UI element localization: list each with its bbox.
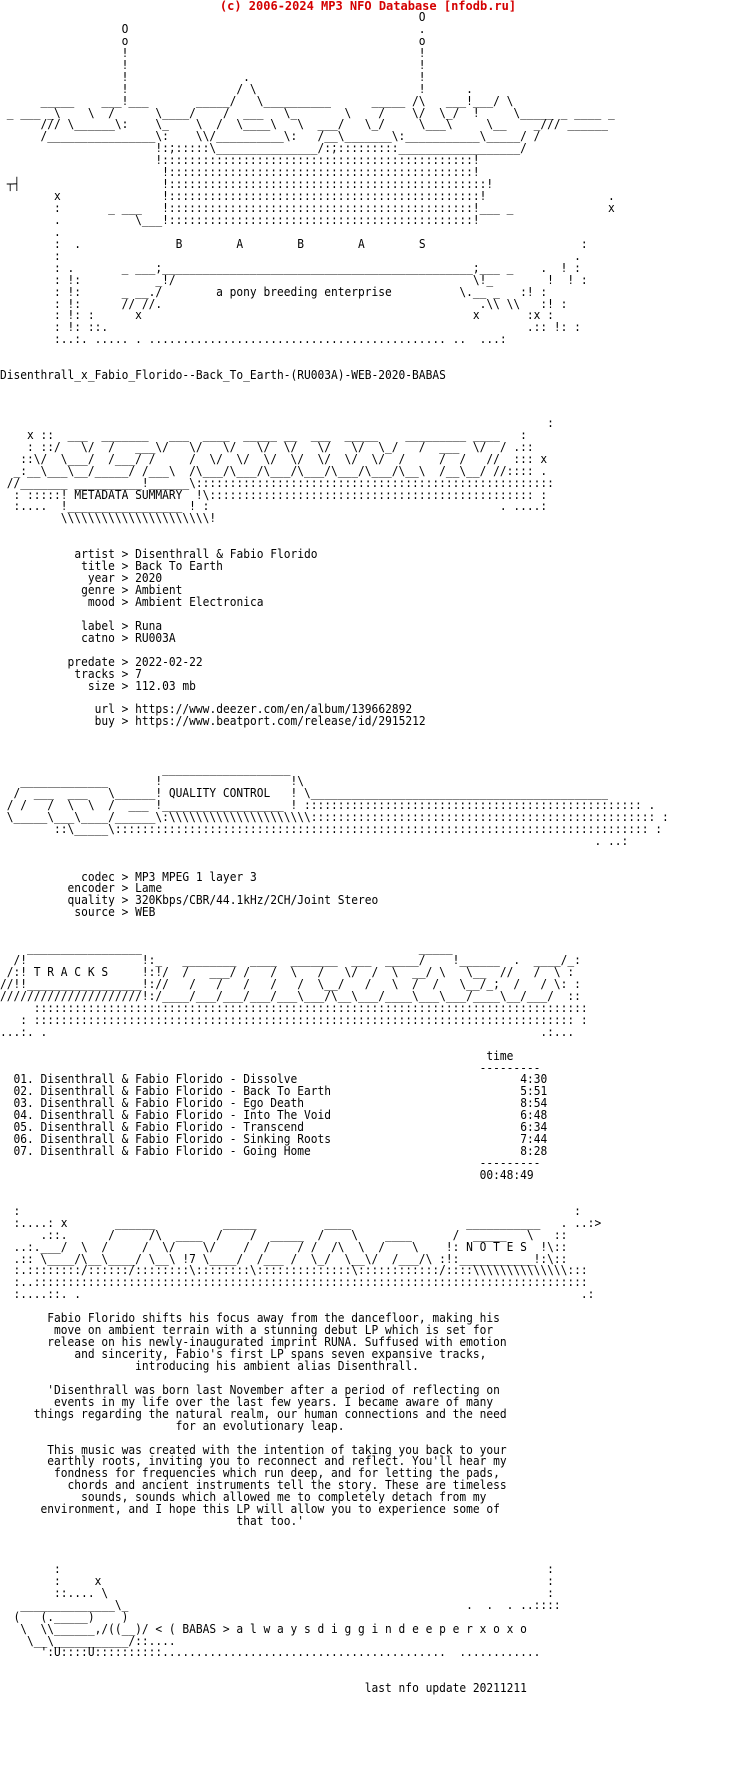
track-artist: Disenthrall & Fabio Florido	[40, 1132, 223, 1147]
track-time: 5:51	[520, 1084, 548, 1099]
tracks-title: T R A C K S	[33, 965, 109, 979]
notes-body	[0, 1313, 669, 1528]
notes-p3-l7: that too.'	[236, 1514, 304, 1529]
track-title: Transcend	[243, 1120, 305, 1135]
track-number: 05.	[13, 1120, 34, 1135]
field-source-key: source	[74, 905, 115, 920]
notes-p2-l4: for an evolutionary leap.	[175, 1418, 345, 1433]
track-row: 05. Disenthrall & Fabio Florido - Transcend 6:34	[13, 1120, 548, 1135]
field-title-value: Back To Earth	[135, 559, 223, 574]
logo-art: O O . o o ! ! ! ! ! . ! ! / \ ! . _____ ___!___ _____/ \__________ _____ /\ ___!___/ \ _ ___ _\ \ / \____/ / ___ \_ \ / \/ \_/ ! \_____ _ ____ _ /// \______\: \_ \ / \____\ \ ___/ \_/ \___\ \__ _/// ______ /________________\: \\/__________\: /__\_______\:___________\_____/ / !:;:::::\_______________/:;:::::::::__________________/ !::::::::::::::::::::::::::::::::::::::::::::::! !:::::::::::::::::::::::::::::::::::::::::::::! ┬┤ !:::::::::::::::::::::::::::::::::::::::::::::::! x !::::::::::::::::::::::::::::::::::::::::::::::! . : _ ___ !:::::::::::::::::::::::::::::::::::::::::::::!___ _ x . \___!:::::::::::::::::::::::::::::::::::::::::::::! . : . B A B A S : : . : . _ ___;______________________________________________;___ _ . ! : : !: _!/ \!_ ! ! : : !: _ __./ a pony breeding enterprise \.__ _ :! : : !: // //. .\\ \\ :! : : !: : x x :x : : !: ::. .:: !: : :..:. ..... . ............................................ .. ...:	[6, 10, 615, 347]
track-time: 8:28	[520, 1144, 548, 1159]
field-year-value: 2020	[135, 571, 163, 586]
track-number: 02.	[13, 1084, 34, 1099]
field-buy-key: buy	[94, 714, 115, 729]
field-artist-key: artist	[74, 547, 115, 562]
track-number: 04.	[13, 1108, 34, 1123]
track-time: 7:44	[520, 1132, 548, 1147]
nfo-document	[0, 12, 669, 1695]
metadata-art: : x :: ___ _______ ___ ____ _____ __ ___ _____ _________ ____ : : ::/ \/ / ___\/ \/ \/ \/ \/ \/ \/ \_/ / ___ \/ / .:: ::\/ \___/ /___/ / / \/ \/ \/ \/ \/ \/ \/ / / / // ::: x _:__\___\__/_____/ /___\ /\___/\___/\___/\___/\___/\___/\__\ /__\__/ //:::: . //_______ __________!______\::::::::::::::::::::::::::::::::::::::::::::::::::::: : :::::! METADATA SUMMARY !\:::::::::::::::::::::::::::::::::::::::::::::::: : :.... !_________________ ! : . ....: \\\\\\\\\\\\\\\\\\\\\\!	[6, 415, 554, 526]
track-time: 6:48	[520, 1108, 548, 1123]
field-predate-value: 2022-02-22	[135, 654, 203, 669]
track-row: 03. Disenthrall & Fabio Florido - Ego Death 8:54	[13, 1096, 548, 1111]
field-genre-value: Ambient	[135, 583, 183, 597]
release-name: Disenthrall_x_Fabio_Florido--Back_To_Earth-(RU003A)-WEB-2020-BABAS	[0, 368, 446, 383]
quality-fields: codec > MP3 MPEG 1 layer 3 encoder > Lame quality > 320Kbps/CBR/44.1kHz/2CH/Joint Stereo source > WEB	[67, 869, 379, 920]
group-tagline: a pony breeding enterprise	[216, 284, 392, 299]
track-row: 04. Disenthrall & Fabio Florido - Into The Void 6:48	[13, 1108, 548, 1123]
notes-p1-l2: move on ambient terrain with a stunning debut LP which is set for	[54, 1323, 494, 1338]
notes-p1-l3: release on his newly-inaugurated imprint RUNA. Suffused with emotion	[47, 1335, 507, 1350]
notes-p1-l5: introducing his ambient alias Disenthrall.	[135, 1358, 419, 1373]
field-quality-key: quality	[67, 893, 115, 908]
notes-p3-l5: sounds, sounds which allowed me to completely detach from my	[81, 1490, 487, 1505]
field-size-value: 112.03 mb	[135, 678, 196, 693]
field-codec-value: MP3 MPEG 1 layer 3	[135, 869, 257, 884]
total-time: 00:48:49	[479, 1167, 534, 1182]
field-predate-key: predate	[67, 654, 115, 669]
last-update: last nfo update 20211211	[364, 1681, 527, 1696]
quality-title: QUALITY CONTROL	[168, 785, 271, 800]
field-quality-value: 320Kbps/CBR/44.1kHz/2CH/Joint Stereo	[135, 893, 379, 908]
track-row: 02. Disenthrall & Fabio Florido - Back To Earth 5:51	[13, 1084, 548, 1099]
field-catno-key: catno	[81, 630, 115, 645]
notes-p2-l3: things regarding the natural realm, our human connections and the need	[33, 1406, 507, 1421]
field-genre-key: genre	[81, 583, 115, 597]
track-row: 06. Disenthrall & Fabio Florido - Sinking Roots 7:44	[13, 1132, 548, 1147]
notes-p2-l1: 'Disenthrall was born last November after a period of reflecting on	[47, 1382, 500, 1397]
field-mood-key: mood	[87, 594, 115, 609]
field-codec-key: codec	[81, 869, 115, 884]
beatport-link[interactable]: https://www.beatport.com/release/id/2915212	[135, 714, 426, 729]
field-encoder-value: Lame	[135, 881, 163, 896]
track-number: 07.	[13, 1144, 34, 1159]
track-artist: Disenthrall & Fabio Florido	[40, 1108, 223, 1123]
quality-art: ___________________ _____________ ! !\ / ___ ___ \______! QUALITY CONTROL ! \____________________________________________ / / / \ \ / ___ !__________________ ! :::::::::::::::::::::::::::::::::::::::::::::::::: . \_____\___\____/______\:\\\\\\\\\\\\\\\\\\\\\::::::::::::::::::::::::::::::::::::::::::::::::::: : ::\_____\::::::::::::::::::::::::::::::::::::::::::::::::::::::::::::::::::::::::::::::: : . ..:	[6, 762, 669, 848]
track-row: 07. Disenthrall & Fabio Florido - Going Home 8:28	[13, 1144, 548, 1159]
notes-p3-l2: earthly roots, inviting you to reconnect and reflect. You'll hear my	[47, 1454, 507, 1469]
notes-title: N O T E S	[466, 1239, 527, 1254]
track-title: Going Home	[243, 1144, 311, 1159]
field-size-key: size	[87, 678, 115, 693]
tracks-art: _________________ _____ /! !:_ ________ ____ _______ ___ _____/ !______ . ____/_: /:! T R A C K S !:!/ / ___/ / / \ / \/ / \ __/ \ \__ // / \ : //!!_________________!:// / / / / / \__/ / \ / / \__/_; / / \: : /////////////////////!:/____/___/___/___/___\___/\__\___/____\___\___/____\__/___/ :: :::::::::::::::::::::::::::::::::::::::::::::::::::::::::::::::::::::::::::::::::: : :::::::::::::::::::::::::::::::::::::::::::::::::::::::::::::::::::::::::::::::: : ...:. . .:...	[0, 941, 588, 1039]
track-time: 4:30	[520, 1072, 548, 1087]
track-title: Ego Death	[243, 1096, 305, 1111]
track-artist: Disenthrall & Fabio Florido	[40, 1084, 223, 1099]
track-title: Sinking Roots	[243, 1132, 332, 1147]
field-source-value: WEB	[135, 905, 156, 920]
field-encoder-key: encoder	[67, 881, 115, 896]
notes-art: : : :....: x ______ _____ ____ ___________ . ..:> .::. / /\ ____ / / _____ / \ ____ / _____ \ :: ..:.___/ \ / / \/ \/ / / / / /\ \ / \ !: N O T E S !\:: .:: \____/\__\____/ \__\ !7 \____/ /___ / \_/ \__\/ /___/\ :!:___________!:\:: :.::::::::/::::::/::::::::\::::::::\::::::::::::::\::::::::::::/::::\\\\\\\\\\\\\\::: :..:::::::::::::::::::::::::::::::::::::::::::::::::::::::::::::::::::::::::::::::::: :....::. . .:	[13, 1203, 602, 1302]
track-number: 06.	[13, 1132, 34, 1147]
track-time: 8:54	[520, 1096, 548, 1111]
field-url-key: url	[94, 702, 115, 717]
track-artist: Disenthrall & Fabio Florido	[40, 1072, 223, 1087]
notes-p3-l4: chords and ancient instruments tell the story. These are timeless	[67, 1478, 507, 1493]
notes-p2-l2: events in my life over the last few years. I became aware of many	[54, 1394, 494, 1409]
field-catno-value: RU003A	[135, 630, 176, 645]
track-artist: Disenthrall & Fabio Florido	[40, 1120, 223, 1135]
track-time: 6:34	[520, 1120, 548, 1135]
track-title: Dissolve	[243, 1072, 298, 1087]
field-label-value: Runa	[135, 618, 163, 633]
track-artist: Disenthrall & Fabio Florido	[40, 1144, 223, 1159]
footer-motto: ( BABAS > a l w a y s d i g g i n d e e p e r x o x o	[168, 1621, 527, 1636]
metadata-fields: artist > Disenthrall & Fabio Florido title > Back To Earth year > 2020 genre > Ambient mood > Ambient Electronica label > Runa catno > RU003A predate > 2022-02-22 tracks > 7 size > 112.03 mb url > https://www.deezer.com/en/album/139662892 buy > https://www.beatport.com/release/id/2915212	[67, 547, 426, 729]
field-year-key: year	[87, 571, 115, 586]
logo-letters: B A B A S	[175, 236, 426, 251]
track-row: 01. Disenthrall & Fabio Florido - Dissolve 4:30	[13, 1072, 548, 1087]
copyright-banner: (c) 2006-2024 MP3 NFO Database [nfodb.ru]	[219, 0, 517, 13]
track-artist: Disenthrall & Fabio Florido	[40, 1096, 223, 1111]
notes-p3-l1: This music was created with the intention of taking you back to your	[47, 1442, 507, 1457]
track-number: 03.	[13, 1096, 34, 1111]
notes-p3-l3: fondness for frequencies which run deep, and for letting the pads,	[54, 1466, 500, 1481]
metadata-title: METADATA SUMMARY	[74, 487, 183, 502]
field-artist-value: Disenthrall & Fabio Florido	[135, 547, 318, 562]
notes-p3-l6: environment, and I hope this LP will allow you to experience some of	[40, 1502, 500, 1517]
notes-p1-l4: and sincerity, Fabio's first LP spans seven expansive tracks,	[74, 1347, 487, 1361]
field-tracks-key: tracks	[74, 666, 115, 681]
notes-p1-l1: Fabio Florido shifts his focus away from the dancefloor, making his	[47, 1311, 500, 1326]
deezer-link[interactable]: https://www.deezer.com/en/album/139662892	[135, 702, 413, 717]
time-column-header: time	[486, 1048, 514, 1063]
track-title: Into The Void	[243, 1108, 332, 1123]
field-tracks-value: 7	[135, 666, 142, 681]
field-mood-value: Ambient Electronica	[135, 594, 264, 609]
track-title: Back To Earth	[243, 1084, 332, 1099]
field-label-key: label	[81, 618, 115, 633]
tracks-table: time --------- 01. Disenthrall & Fabio Florido - Dissolve 4:30 02. Disenthrall & Fabio Florido - Back To Earth 5:51 03. Disenthrall & Fabio Florido - Ego Death 8:54 04. Disenthrall & Fabio Florido - Into The Void 6:48 05. Disenthrall & Fabio Florido - Transcend 6:34 06. Disenthrall & Fabio Florido - Sinking Roots 7:44 07. Disenthrall & Fabio Florido - Going Home 8:28 --------- 00:48:49	[13, 1048, 548, 1182]
footer-art: : : : x : ::.... \ : ______________\_ . . . ..:::: ( (._____) ) \ \\______,/((__)/ < ( BABAS > a l w a y s d i g g i n d e e p e r x o x o \__\___________/::.... ':U::::U::::::::::.......................................... ............	[13, 1561, 561, 1660]
track-number: 01.	[13, 1072, 34, 1087]
field-title-key: title	[81, 559, 115, 574]
